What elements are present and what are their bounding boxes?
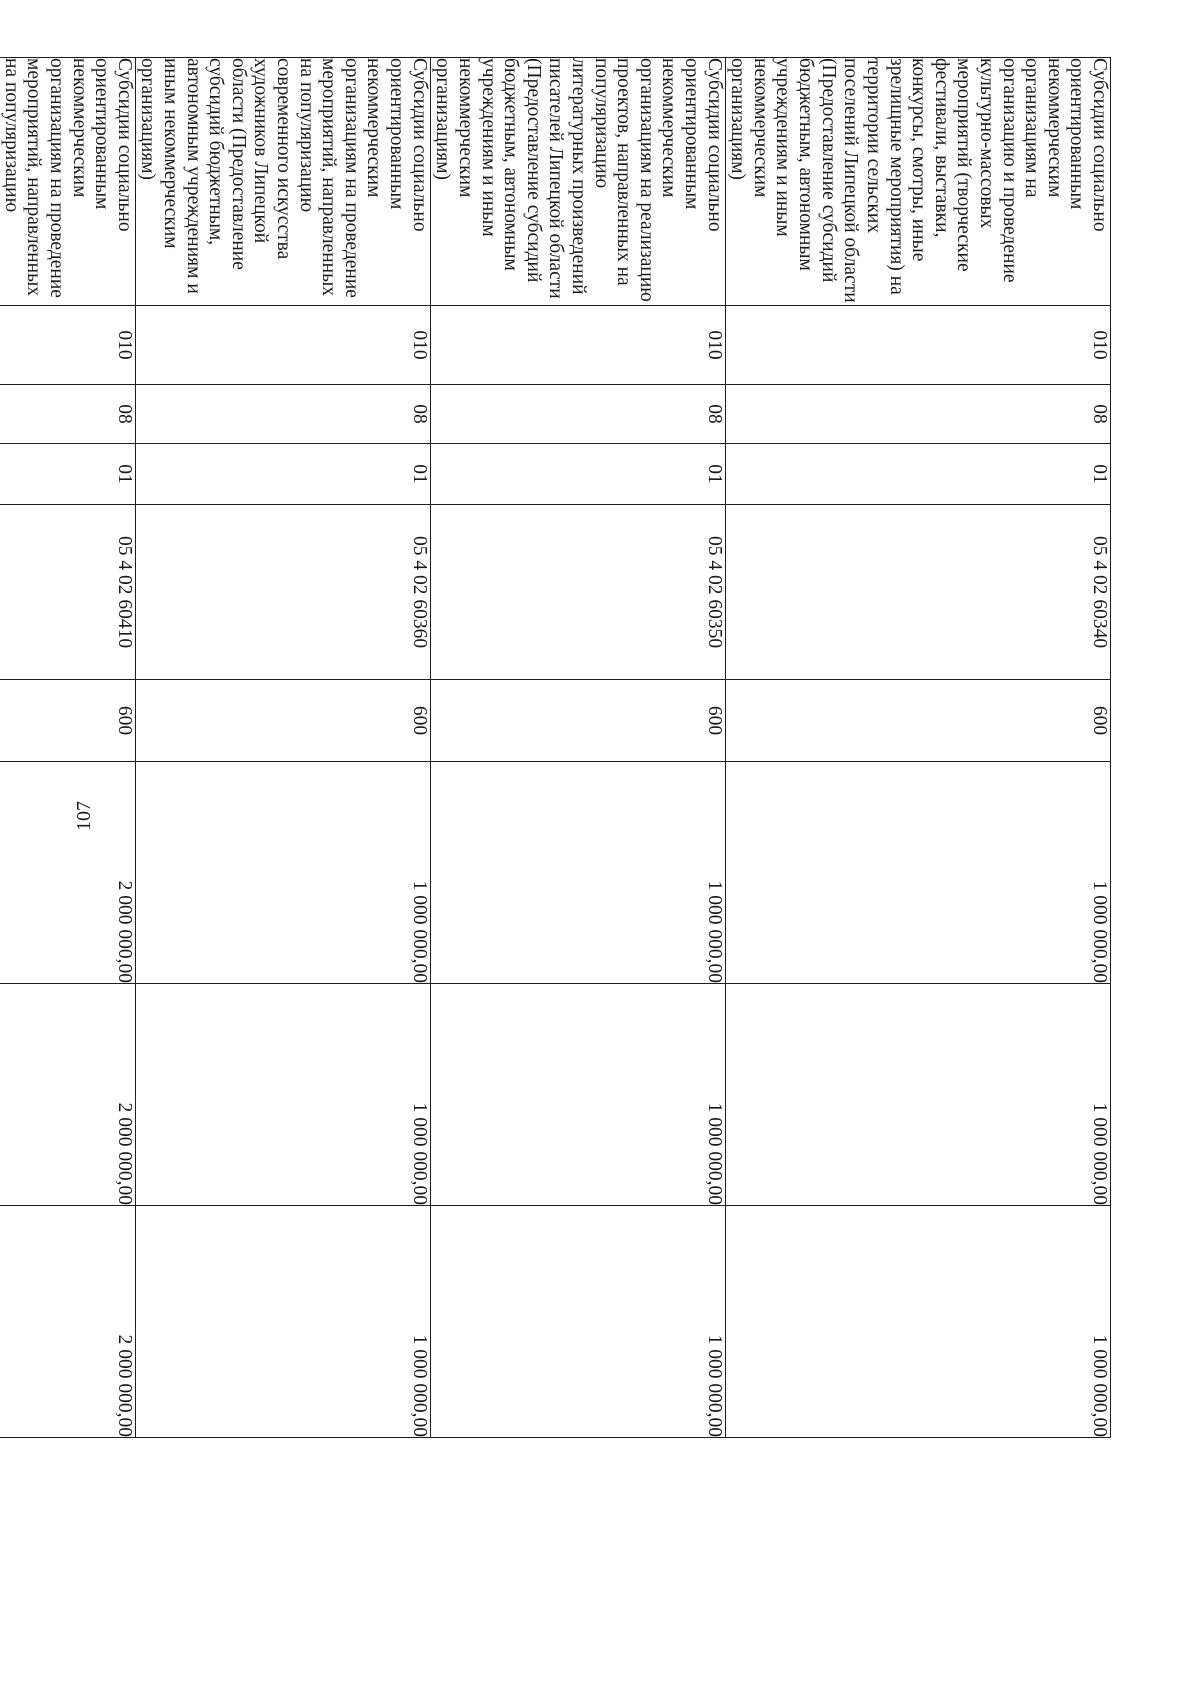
expense-type-code: 600 — [135, 680, 430, 762]
target-article-code: 05 4 02 60350 — [430, 505, 725, 680]
amount-year-2: 1 000 000,00 — [430, 984, 725, 1206]
amount-year-2: 2 000 000,00 — [0, 984, 135, 1206]
row-description: Субсидии социально ориентированным некоммерческим организациям на проведение мероприятий, направленных на популяризацию — [0, 58, 135, 306]
section-code: 08 — [135, 385, 430, 444]
expense-type-code: 600 — [725, 680, 1110, 762]
amount-year-1: 1 000 000,00 — [135, 762, 430, 984]
section-code: 08 — [0, 385, 135, 444]
table-row — [430, 58, 725, 1438]
section-code: 08 — [430, 385, 725, 444]
subsection-code: 01 — [725, 444, 1110, 505]
budget-table — [0, 57, 1111, 1438]
target-article-code: 05 4 02 60410 — [0, 505, 135, 680]
row-description: Субсидии социально ориентированным некоммерческим организациям на реализацию проектов, направленных на популяризацию литературных произведений писателей Липецкой области (Предоставление субсидий бюджетным, автономным учреждениям и иным некоммерческим организациям) — [430, 58, 725, 306]
target-article-code: 05 4 02 60340 — [725, 505, 1110, 680]
expense-type-code: 600 — [430, 680, 725, 762]
amount-year-2: 1 000 000,00 — [135, 984, 430, 1206]
admin-code: 010 — [430, 306, 725, 385]
target-article-code: 05 4 02 60360 — [135, 505, 430, 680]
amount-year-2: 1 000 000,00 — [725, 984, 1110, 1206]
table-row — [0, 58, 135, 1438]
amount-year-3: 1 000 000,00 — [725, 1206, 1110, 1438]
admin-code: 010 — [725, 306, 1110, 385]
subsection-code: 01 — [0, 444, 135, 505]
amount-year-1: 2 000 000,00 — [0, 762, 135, 984]
admin-code: 010 — [0, 306, 135, 385]
expense-type-code: 600 — [0, 680, 135, 762]
row-description: Субсидии социально ориентированным некоммерческим организациям на проведение мероприятий, направленных на популяризацию современного искусства художников Липецкой области (Предоставление субсидий бюджетным, автономным учреждениям и иным некоммерческим организациям) — [135, 58, 430, 306]
amount-year-3: 2 000 000,00 — [0, 1206, 135, 1438]
table-row — [725, 58, 1110, 1438]
section-code: 08 — [725, 385, 1110, 444]
admin-code: 010 — [135, 306, 430, 385]
row-description: Субсидии социально ориентированным некоммерческим организациям на организацию и проведение культурно-массовых мероприятий (творческие фестивали, выставки, конкурсы, смотры, иные зрелищные мероприятия) на территории сельских поселений Липецкой области (Предоставление субсидий бюджетным, автономным учреждениям и иным некоммерческим организациям) — [725, 58, 1110, 306]
page-number: 107 — [73, 801, 95, 831]
amount-year-1: 1 000 000,00 — [430, 762, 725, 984]
table-row — [135, 58, 430, 1438]
amount-year-3: 1 000 000,00 — [135, 1206, 430, 1438]
amount-year-1: 1 000 000,00 — [725, 762, 1110, 984]
subsection-code: 01 — [430, 444, 725, 505]
subsection-code: 01 — [135, 444, 430, 505]
amount-year-3: 1 000 000,00 — [430, 1206, 725, 1438]
